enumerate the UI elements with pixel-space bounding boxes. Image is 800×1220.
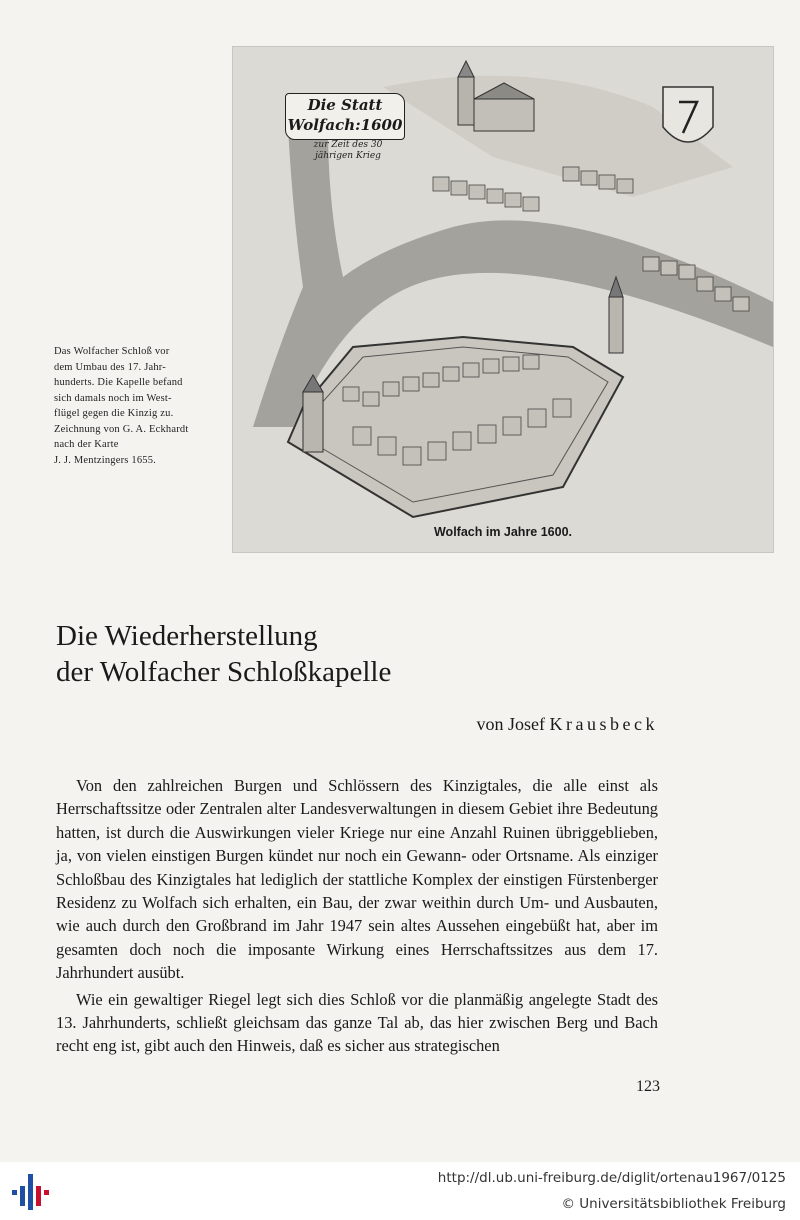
article-body bbox=[56, 774, 658, 1058]
side-caption-line: flügel gegen die Kinzig zu. bbox=[54, 408, 174, 419]
page-number: 123 bbox=[636, 1078, 660, 1095]
map-title-banner bbox=[285, 93, 405, 140]
side-caption-line: nach der Karte bbox=[54, 439, 119, 450]
side-caption bbox=[54, 344, 226, 468]
paragraph: Wie ein gewaltiger Riegel legt sich dies Schloß vor die planmäßig angelegte Stadt des 13. Jahrhunderts, schließt gleichsam das ganze Tal ab, das hier zwischen Berg und Bach recht eng ist, gibt auch den Hinweis, daß es sicher aus strategischen bbox=[56, 989, 658, 1056]
side-caption-line: sich damals noch im West- bbox=[54, 392, 172, 404]
library-logo-icon bbox=[10, 1172, 50, 1212]
document-url-link[interactable]: http://dl.ub.uni-freiburg.de/diglit/ortenau1967/0125 bbox=[437, 1170, 786, 1186]
title-line-1: Die Wiederherstellung bbox=[56, 620, 318, 652]
title-line-2: der Wolfacher Schloßkapelle bbox=[56, 656, 392, 688]
side-caption-line: Das Wolfacher Schloß vor bbox=[54, 346, 170, 357]
side-caption-line: J. J. Mentzingers 1655. bbox=[54, 454, 157, 466]
paragraph: Von den zahlreichen Burgen und Schlössern des Kinzigtales, die alle einst als Herrschaftssitze oder Zentralen alter Landesverwaltungen in diesem Gebiet ihre Bedeutung hatten, ist durch die Auswirkungen vieler Kriege nur eine Anzahl Ruinen übriggeblieben, ja, von vielen einstigen Burgen kündet nur noch ein Gewann- oder Ortsname. Als einziger Schloßbau des Kinzigtales hat lediglich der stattliche Komplex der einstigen Fürstenberger Residenz zu Wolfach sich erhalten, ein Bau, der zwar weithin durch Um- und Ausbauten, wie auch durch den Großbrand im Jahr 1947 sein altes Aussehen eingebüßt hat, aber im gesamten doch noch die imposante Wirkung eines Herrschaftssitzes aus dem 17. Jahrhundert ausübt. bbox=[56, 776, 658, 983]
side-caption-line: hunderts. Die Kapelle befand bbox=[54, 377, 183, 388]
author-prefix: von Josef bbox=[476, 714, 550, 734]
side-caption-line: Zeichnung von G. A. Eckhardt bbox=[54, 423, 189, 435]
author-surname: Krausbeck bbox=[549, 714, 658, 734]
banner-sub-line-2: jährigen Krieg bbox=[315, 151, 381, 161]
article-title bbox=[56, 618, 391, 690]
banner-sub-line-1: zur Zeit des 30 bbox=[313, 140, 383, 150]
viewer-footer bbox=[0, 1162, 800, 1220]
side-caption-line: dem Umbau des 17. Jahr- bbox=[54, 361, 166, 373]
banner-line-2: Wolfach:1600 bbox=[287, 116, 403, 134]
town-map-illustration bbox=[232, 46, 774, 553]
article-author bbox=[477, 714, 658, 735]
copyright-text: © Universitätsbibliothek Freiburg bbox=[561, 1196, 786, 1212]
banner-subtitle bbox=[293, 140, 403, 162]
banner-line-1: Die Statt bbox=[307, 96, 383, 114]
figure-caption: Wolfach im Jahre 1600. bbox=[433, 525, 573, 539]
